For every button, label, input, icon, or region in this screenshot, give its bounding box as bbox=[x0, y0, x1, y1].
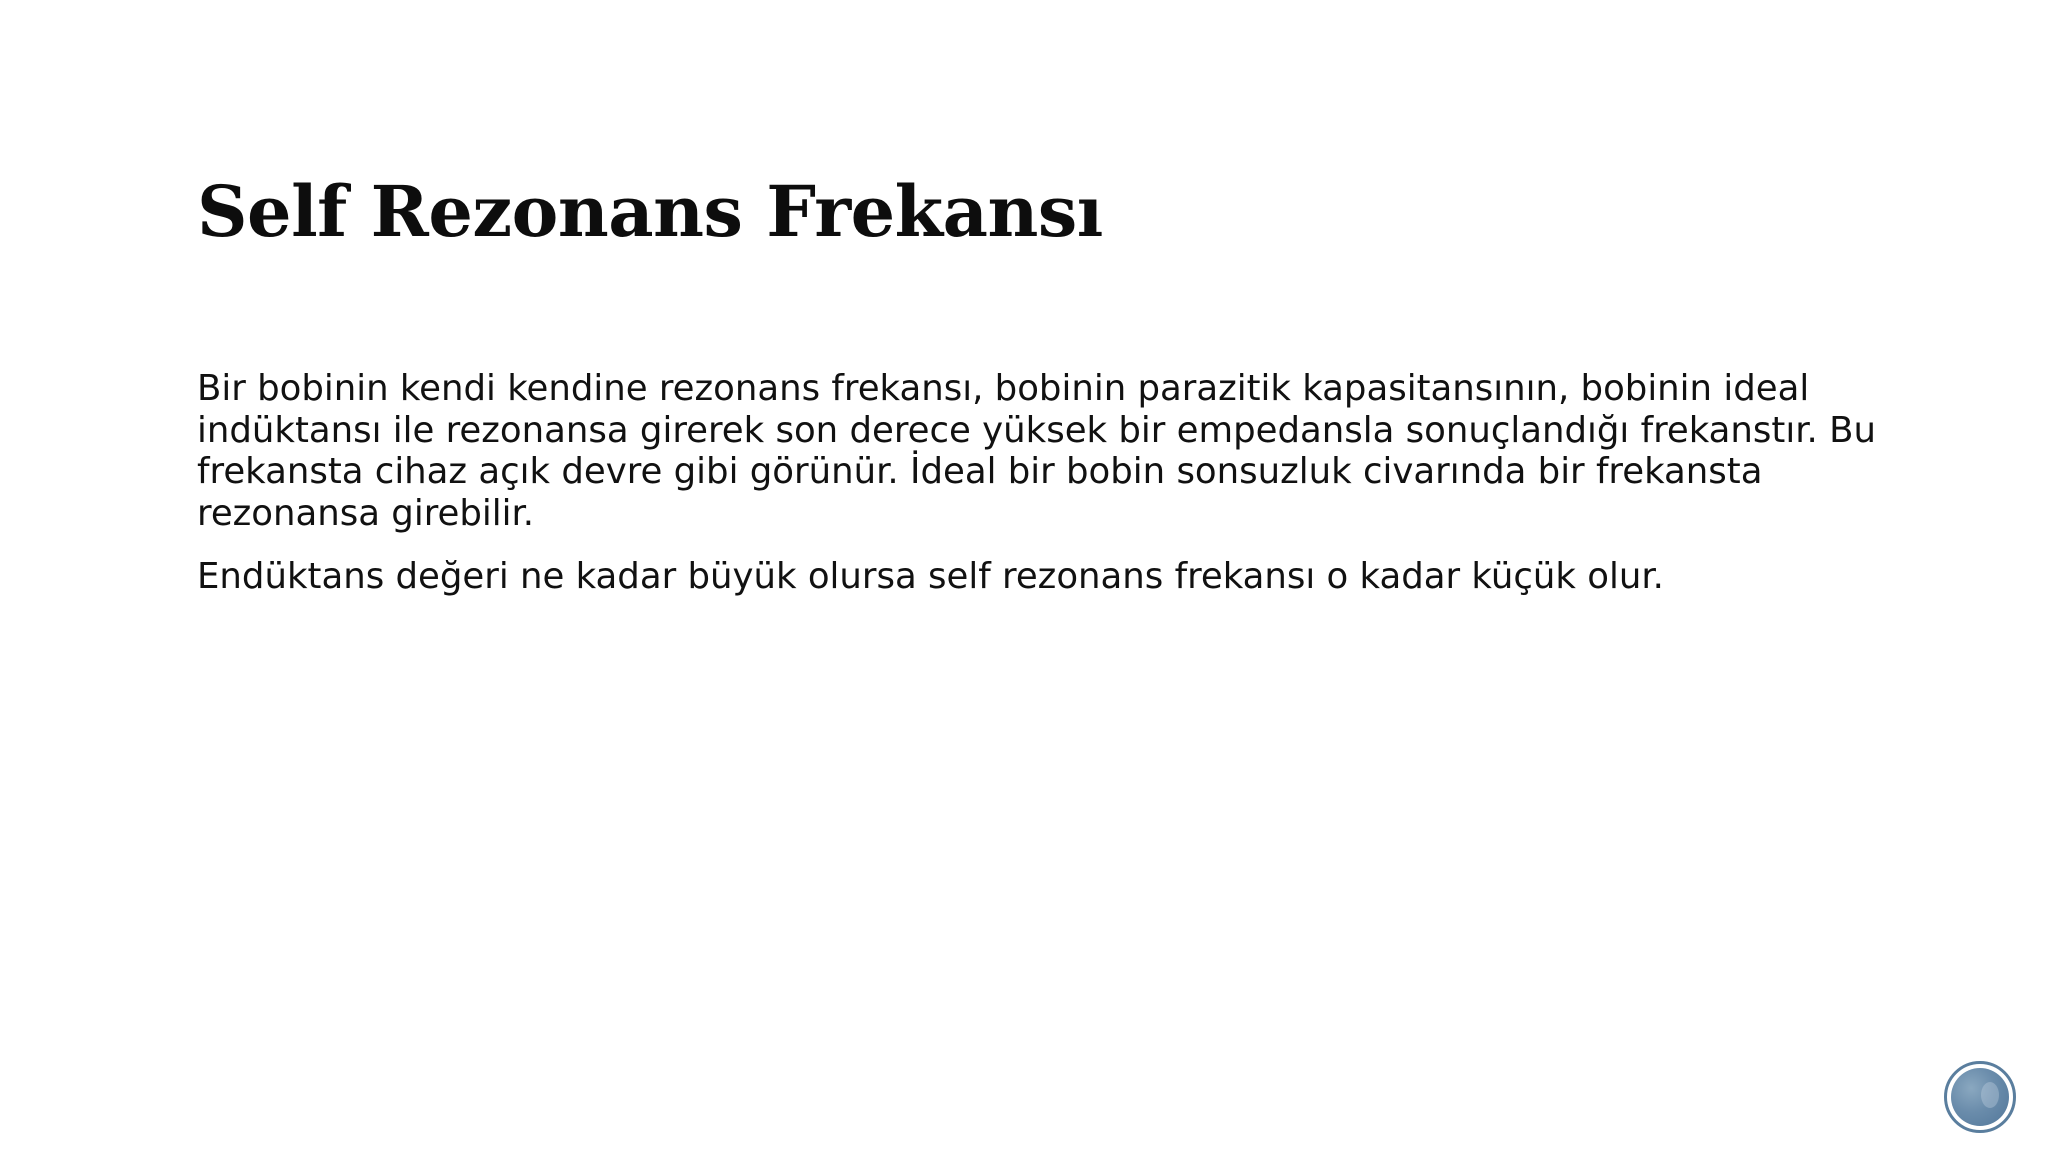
paragraph-line: rezonansa girebilir. bbox=[197, 492, 535, 534]
paragraph-line: indüktansı ile rezonansa girerek son derece yüksek bir empedansla sonuçlandığı frekanstır. Bu bbox=[197, 409, 1876, 451]
badge-circle-icon bbox=[1951, 1068, 2009, 1126]
paragraph-inductance-note bbox=[197, 556, 1897, 598]
slide-body bbox=[197, 368, 1897, 620]
slide-number-badge bbox=[1944, 1061, 2016, 1133]
paragraph-line: Endüktans değeri ne kadar büyük olursa self rezonans frekansı o kadar küçük olur. bbox=[197, 556, 1664, 597]
slide-title: Self Rezonans Frekansı bbox=[197, 170, 1103, 253]
paragraph-line: Bir bobinin kendi kendine rezonans frekansı, bobinin parazitik kapasitansının, bobinin ideal bbox=[197, 368, 1810, 409]
paragraph-line: frekansta cihaz açık devre gibi görünür. İdeal bir bobin sonsuzluk civarında bir frekansta bbox=[197, 451, 1763, 492]
paragraph-definition bbox=[197, 368, 1897, 534]
